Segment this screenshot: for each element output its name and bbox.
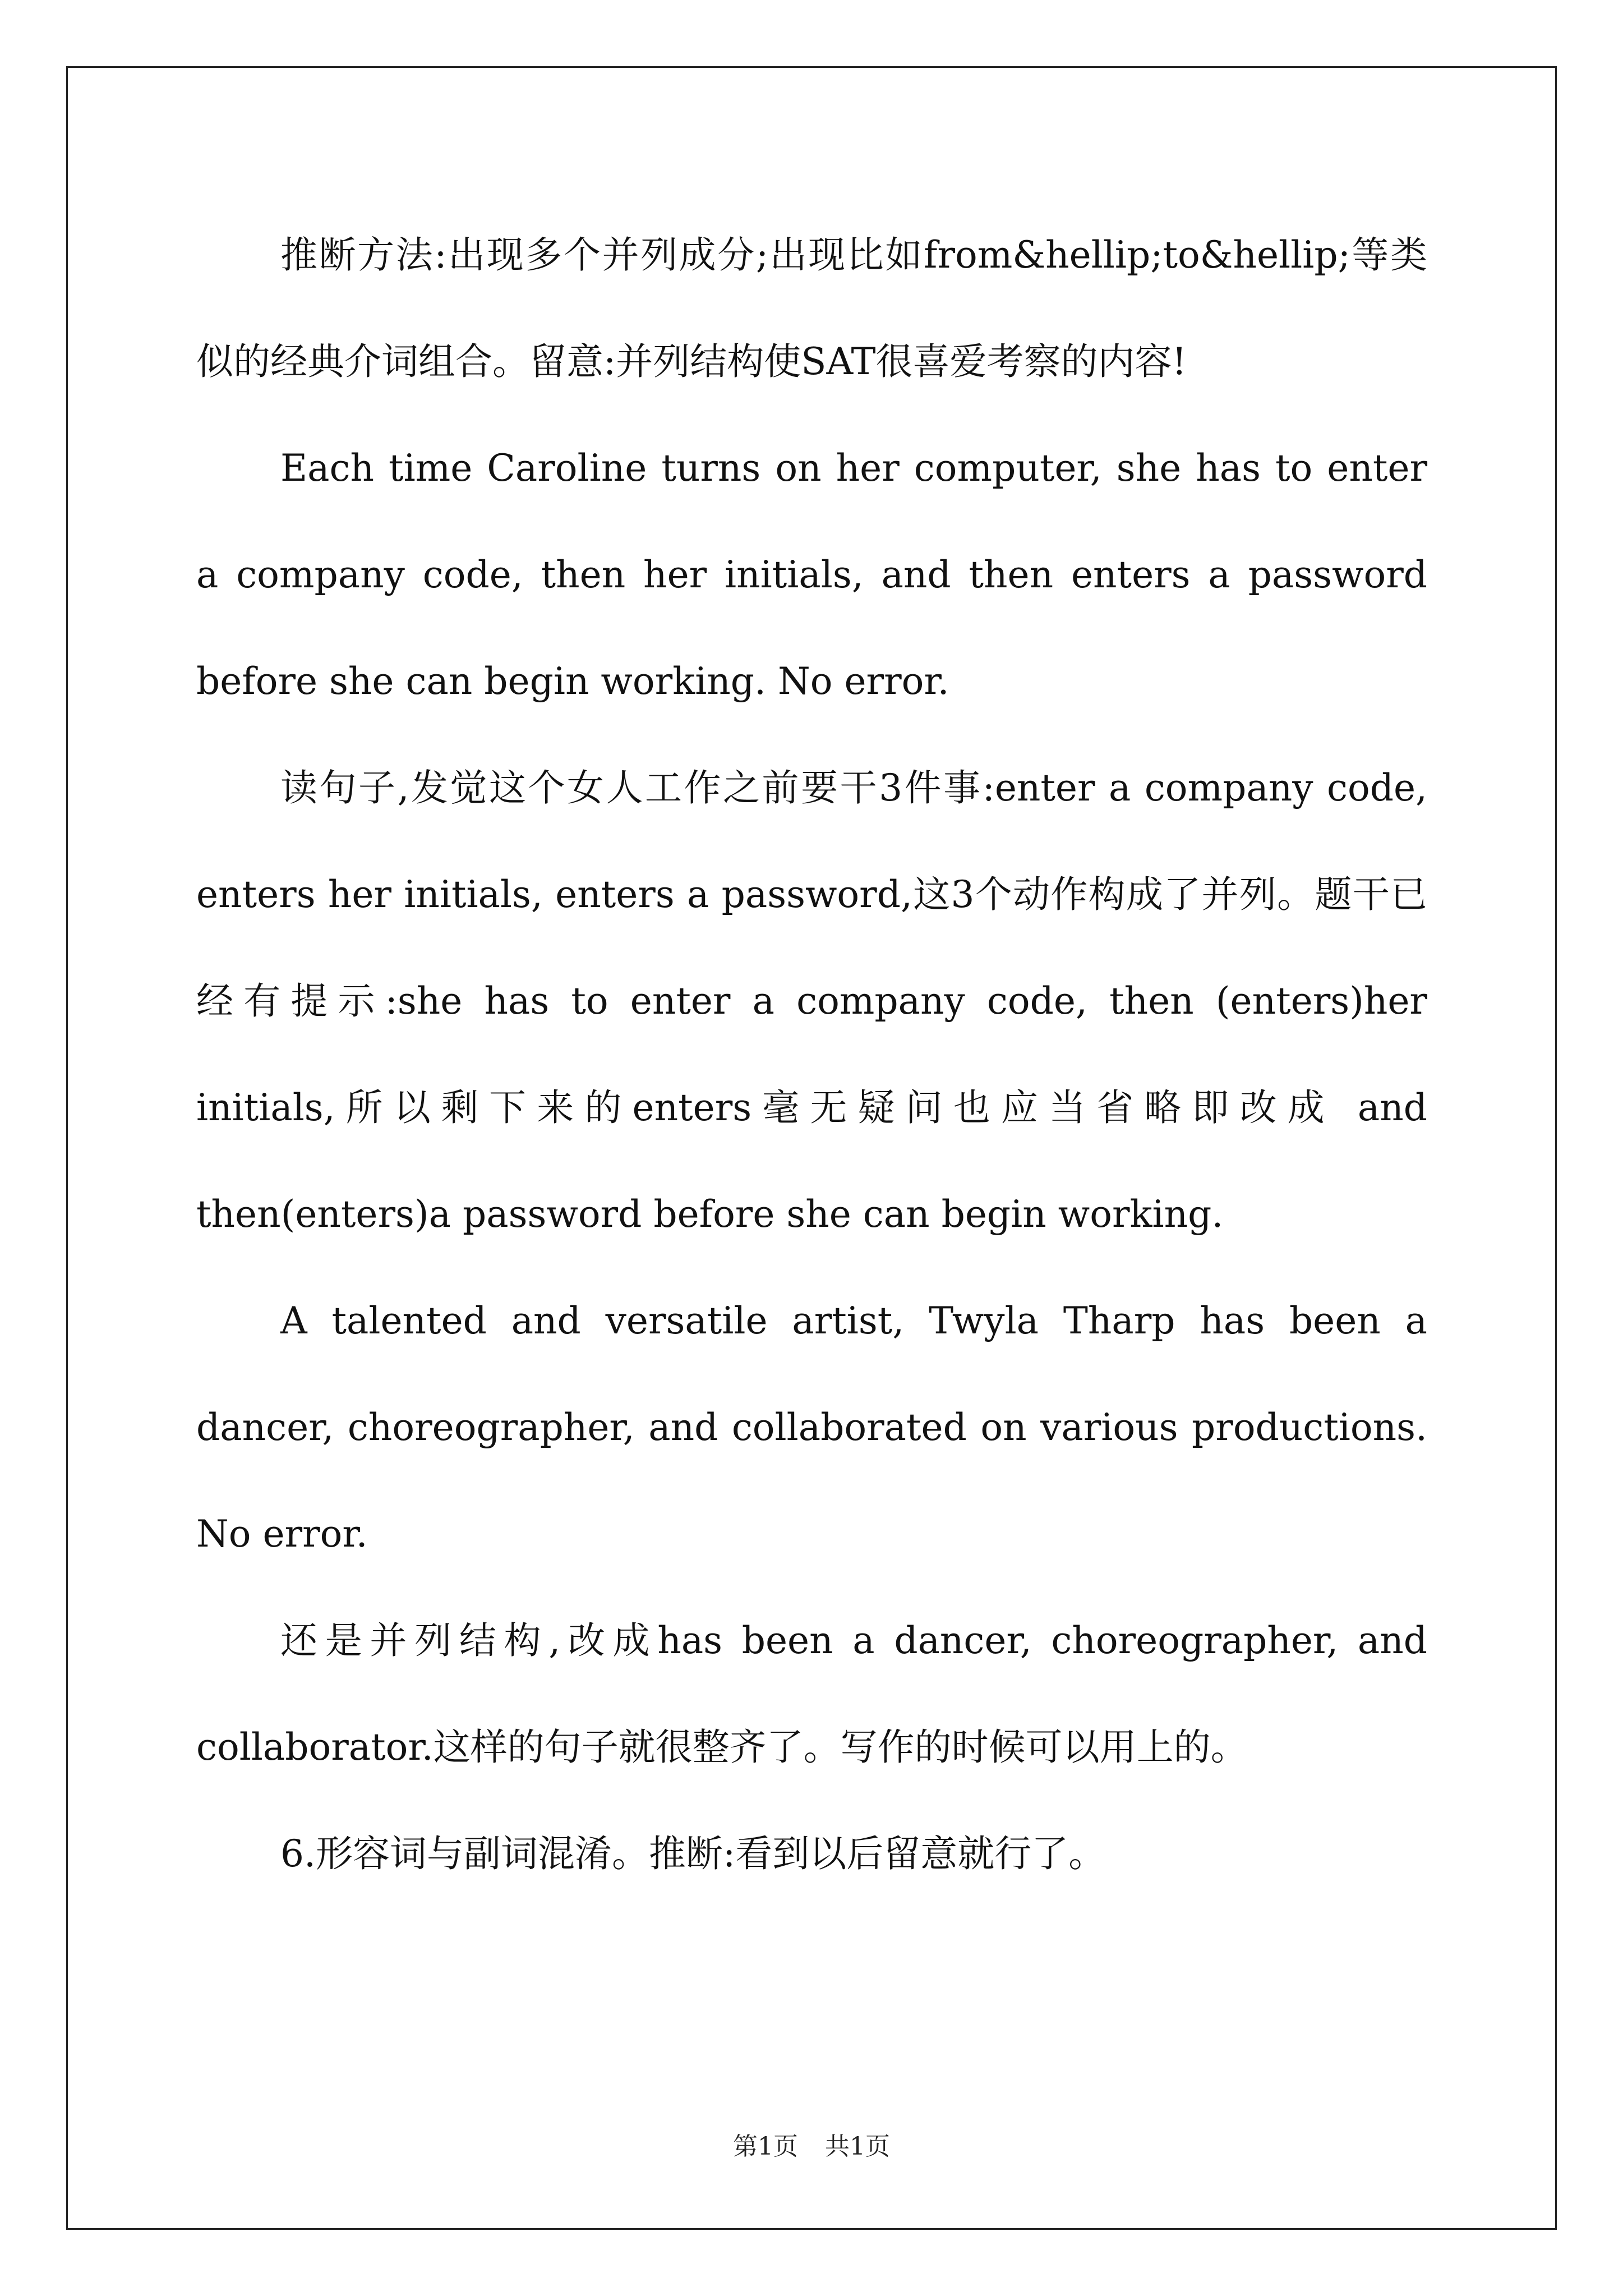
document-body (196, 202, 1427, 1907)
paragraph-explanation-caroline: 读句子,发觉这个女人工作之前要干3件事:enter a company code, enters her initials, enters a password,这3个动作构成了并列。题干已经有提示:she has to enter a company code, then (enters)her initials,所以剩下来的enters毫无疑问也应当省略即改成 and then(enters)a password before she can begin working. (196, 766, 1427, 1236)
page-footer (0, 2126, 1623, 2162)
paragraph-example-caroline: Each time Caroline turns on her computer, she has to enter a company code, then her initials, and then enters a password before she can begin working. No error. (196, 447, 1427, 703)
paragraph-parallel-method: 推断方法:出现多个并列成分;出现比如from&hellip;to&hellip;等类似的经典介词组合。留意:并列结构使SAT很喜爱考察的内容! (196, 233, 1427, 383)
paragraph-example-tharp: A talented and versatile artist, Twyla Tharp has been a dancer, choreographer, and collaborated on various productions. No error. (196, 1299, 1427, 1556)
page-number: 第1页 (733, 2132, 798, 2161)
paragraph-explanation-tharp: 还是并列结构,改成has been a dancer, choreographer, and collaborator.这样的句子就很整齐了。写作的时候可以用上的。 (196, 1619, 1427, 1769)
page-total: 共1页 (825, 2132, 890, 2161)
paragraph-adjective-adverb: 6.形容词与副词混淆。推断:看到以后留意就行了。 (280, 1832, 1106, 1875)
